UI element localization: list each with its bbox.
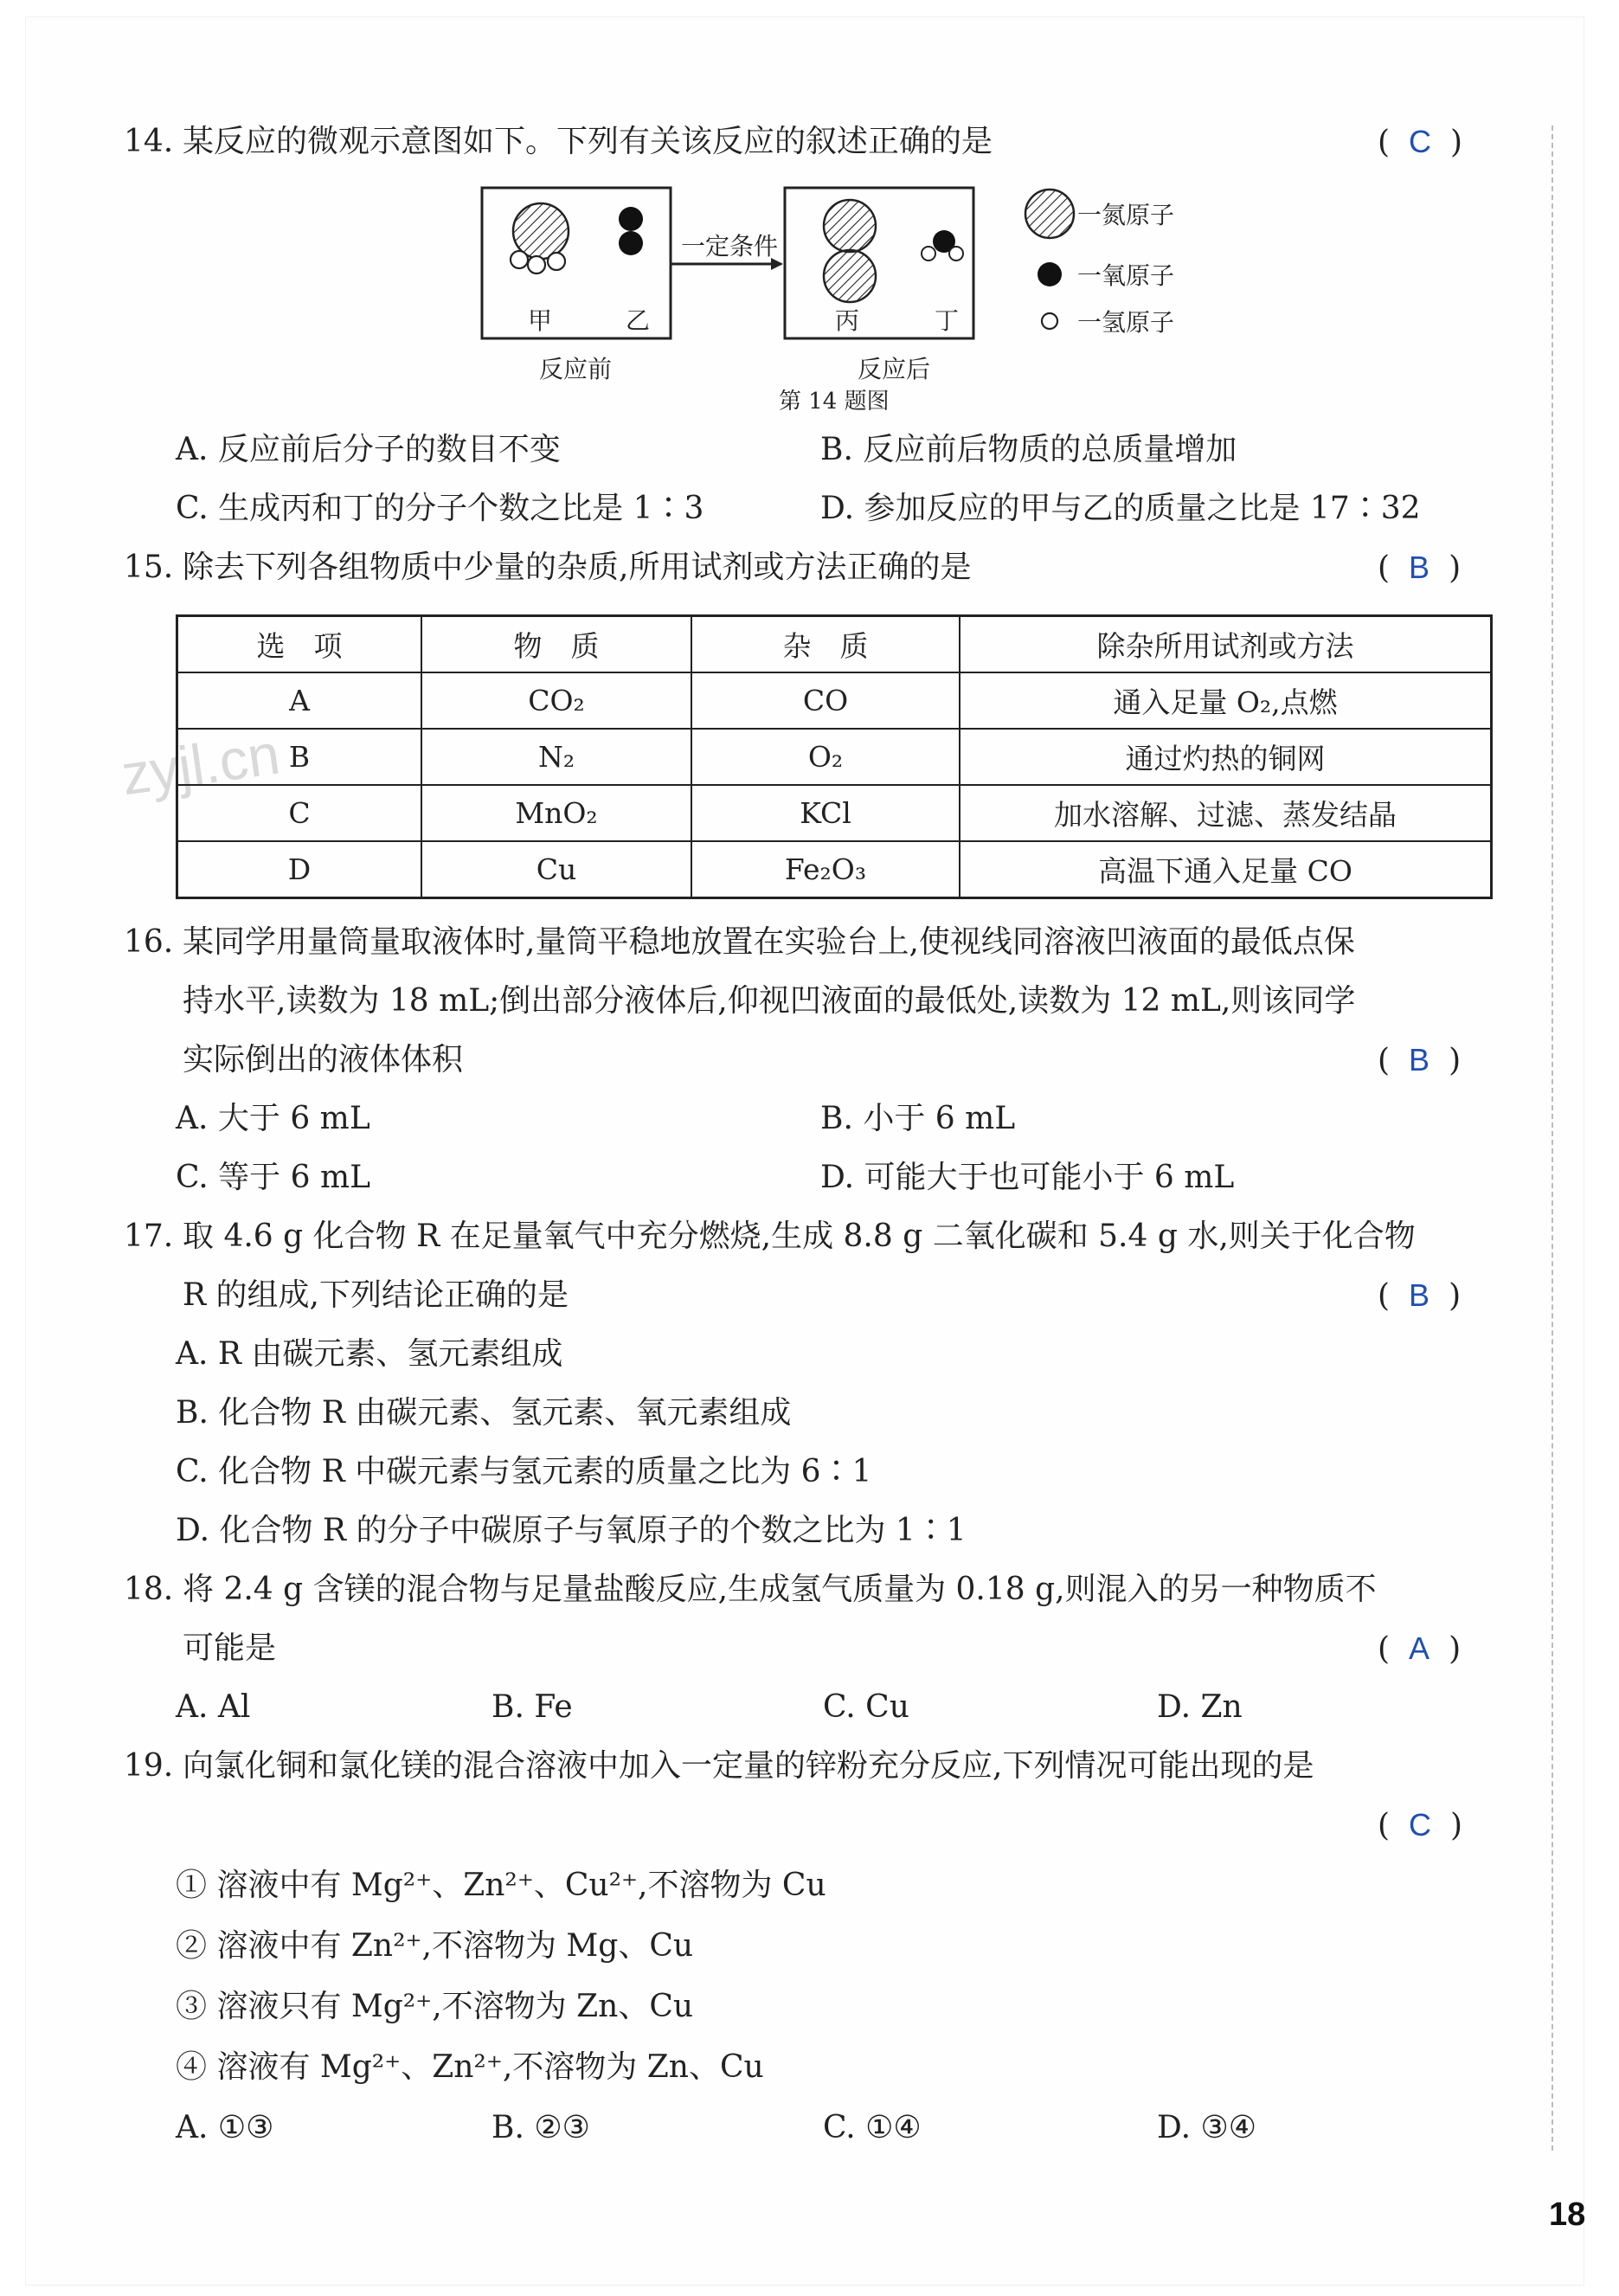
question-19 — [124, 1744, 1314, 1789]
question-text: 除去下列各组物质中少量的杂质,所用试剂或方法正确的是 — [183, 550, 972, 585]
question-16-line-1 — [124, 920, 1355, 965]
label-ding: 丁 — [935, 306, 960, 335]
table-row — [177, 729, 1492, 785]
q14-option-b: B. 反应前后物质的总质量增加 — [820, 432, 1237, 467]
question-text: 某同学用量筒量取液体时,量筒平稳地放置在实验台上,使视线同溶液凹液面的最低点保 — [183, 924, 1355, 960]
q19-option-b: B. ②③ — [491, 2110, 590, 2145]
table-cell: Fe₂O₃ — [691, 841, 960, 898]
q16-option-c: C. 等于 6 mL — [176, 1160, 370, 1195]
question-number: 16. — [124, 924, 174, 960]
table-header-row — [177, 616, 1492, 673]
answer-value: B — [1409, 1277, 1430, 1313]
q16-option-a: A. 大于 6 mL — [176, 1101, 370, 1136]
oxygen-atom — [619, 207, 643, 231]
label-before: 反应前 — [539, 355, 613, 383]
table-header: 选 项 — [177, 616, 422, 673]
question-16-line-2: 持水平,读数为 18 mL;倒出部分液体后,仰视凹液面的最低处,读数为 12 mL,则该同学 — [183, 983, 1356, 1019]
question-number: 18. — [124, 1572, 174, 1607]
legend-oxygen-icon — [1038, 262, 1062, 286]
table-cell: CO — [691, 672, 960, 729]
q18-option-b: B. Fe — [491, 1689, 573, 1725]
legend-nitrogen: 一氮原子 — [1077, 201, 1175, 229]
question-number: 17. — [124, 1219, 174, 1254]
hydrogen-atom — [511, 251, 528, 268]
label-bing: 丙 — [835, 306, 860, 335]
watermark: zyjl.cn — [117, 721, 284, 807]
q14-option-d: D. 参加反应的甲与乙的质量之比是 17∶32 — [820, 491, 1421, 526]
answer-18: ( A ) — [1378, 1630, 1462, 1667]
legend-nitrogen-icon — [1025, 190, 1074, 238]
reaction-figure — [480, 177, 1207, 423]
table-cell: 加水溶解、过滤、蒸发结晶 — [960, 785, 1492, 841]
table-row — [177, 841, 1492, 898]
q16-option-d: D. 可能大于也可能小于 6 mL — [820, 1160, 1235, 1195]
label-jia: 甲 — [528, 306, 553, 335]
table-cell: B — [177, 729, 422, 785]
answer-16: ( B ) — [1378, 1042, 1462, 1078]
hydrogen-atom — [949, 247, 963, 260]
answer-value: B — [1409, 1042, 1430, 1077]
answer-value: C — [1409, 124, 1432, 159]
nitrogen-atom — [824, 200, 876, 252]
table-cell: 通入足量 O₂,点燃 — [960, 672, 1492, 729]
question-text: 向氯化铜和氯化镁的混合溶液中加入一定量的锌粉充分反应,下列情况可能出现的是 — [183, 1748, 1314, 1784]
table-cell: MnO₂ — [421, 785, 691, 841]
q17-option-a: A. R 由碳元素、氢元素组成 — [176, 1336, 563, 1372]
arrow-label: 一定条件 — [681, 232, 779, 260]
answer-17: ( B ) — [1378, 1277, 1462, 1314]
impurity-table — [176, 614, 1493, 899]
figure-caption: 第 14 题图 — [779, 389, 890, 415]
q19-option-d: D. ③④ — [1157, 2110, 1257, 2145]
hydrogen-atom — [528, 256, 545, 273]
page-margin-dashed-line — [1552, 125, 1553, 2151]
q18-option-a: A. Al — [176, 1689, 251, 1725]
table-cell: D — [177, 841, 422, 898]
question-14 — [124, 119, 993, 164]
nitrogen-atom — [824, 250, 876, 302]
answer-value: B — [1409, 550, 1430, 585]
legend-hydrogen: 一氢原子 — [1077, 308, 1175, 337]
hydrogen-atom — [548, 253, 565, 270]
hydrogen-atom — [922, 247, 935, 260]
q16-option-b: B. 小于 6 mL — [820, 1101, 1016, 1136]
table-cell: O₂ — [691, 729, 960, 785]
answer-15: ( B ) — [1378, 550, 1462, 586]
q19-item-2: ② 溶液中有 Zn²⁺,不溶物为 Mg、Cu — [176, 1928, 694, 1964]
answer-14: ( C ) — [1378, 124, 1463, 160]
answer-19: ( C ) — [1378, 1807, 1463, 1843]
q19-item-4: ④ 溶液有 Mg²⁺、Zn²⁺,不溶物为 Zn、Cu — [176, 2049, 764, 2085]
q14-option-c: C. 生成丙和丁的分子个数之比是 1∶3 — [176, 491, 704, 526]
table-cell: C — [177, 785, 422, 841]
question-text: 将 2.4 g 含镁的混合物与足量盐酸反应,生成氢气质量为 0.18 g,则混入的另一种物质不 — [183, 1572, 1377, 1607]
table-cell: CO₂ — [421, 672, 691, 729]
q18-option-d: D. Zn — [1157, 1689, 1243, 1725]
table-cell: 通过灼热的铜网 — [960, 729, 1492, 785]
q19-option-c: C. ①④ — [823, 2110, 922, 2145]
q14-option-a: A. 反应前后分子的数目不变 — [176, 432, 561, 467]
question-text: 取 4.6 g 化合物 R 在足量氧气中充分燃烧,生成 8.8 g 二氧化碳和 5.4 g 水,则关于化合物 — [183, 1219, 1416, 1254]
q19-item-3: ③ 溶液只有 Mg²⁺,不溶物为 Zn、Cu — [176, 1989, 694, 2024]
table-cell: 高温下通入足量 CO — [960, 841, 1492, 898]
question-17-line-2: R 的组成,下列结论正确的是 — [183, 1277, 569, 1313]
question-16-line-3: 实际倒出的液体体积 — [183, 1042, 464, 1077]
table-cell: KCl — [691, 785, 960, 841]
q19-item-1: ① 溶液中有 Mg²⁺、Zn²⁺、Cu²⁺,不溶物为 Cu — [176, 1868, 826, 1903]
question-15 — [124, 545, 971, 590]
answer-value: C — [1409, 1807, 1432, 1843]
question-number: 15. — [124, 550, 174, 585]
q18-option-c: C. Cu — [823, 1689, 909, 1725]
table-cell: Cu — [421, 841, 691, 898]
table-row — [177, 672, 1492, 729]
legend-oxygen: 一氧原子 — [1077, 261, 1175, 290]
legend-hydrogen-icon — [1042, 313, 1057, 329]
question-number: 19. — [124, 1748, 174, 1784]
table-cell: N₂ — [421, 729, 691, 785]
label-yi: 乙 — [626, 306, 651, 335]
question-text: 某反应的微观示意图如下。下列有关该反应的叙述正确的是 — [183, 124, 993, 159]
question-17-line-1 — [124, 1214, 1416, 1259]
table-header: 杂 质 — [691, 616, 960, 673]
question-18-line-1 — [124, 1567, 1377, 1612]
q17-option-c: C. 化合物 R 中碳元素与氢元素的质量之比为 6∶1 — [176, 1454, 872, 1489]
table-cell: A — [177, 672, 422, 729]
q17-option-d: D. 化合物 R 的分子中碳原子与氧原子的个数之比为 1∶1 — [176, 1513, 967, 1548]
page-number: 18 — [1549, 2196, 1586, 2233]
label-after: 反应后 — [858, 355, 931, 383]
table-header: 除杂所用试剂或方法 — [960, 616, 1492, 673]
question-number: 14. — [124, 124, 174, 159]
question-18-line-2: 可能是 — [183, 1630, 277, 1666]
answer-value: A — [1409, 1630, 1430, 1666]
q17-option-b: B. 化合物 R 由碳元素、氢元素、氧元素组成 — [176, 1395, 792, 1431]
q19-option-a: A. ①③ — [176, 2110, 274, 2145]
table-row — [177, 785, 1492, 841]
table-header: 物 质 — [421, 616, 691, 673]
oxygen-atom — [619, 231, 643, 255]
